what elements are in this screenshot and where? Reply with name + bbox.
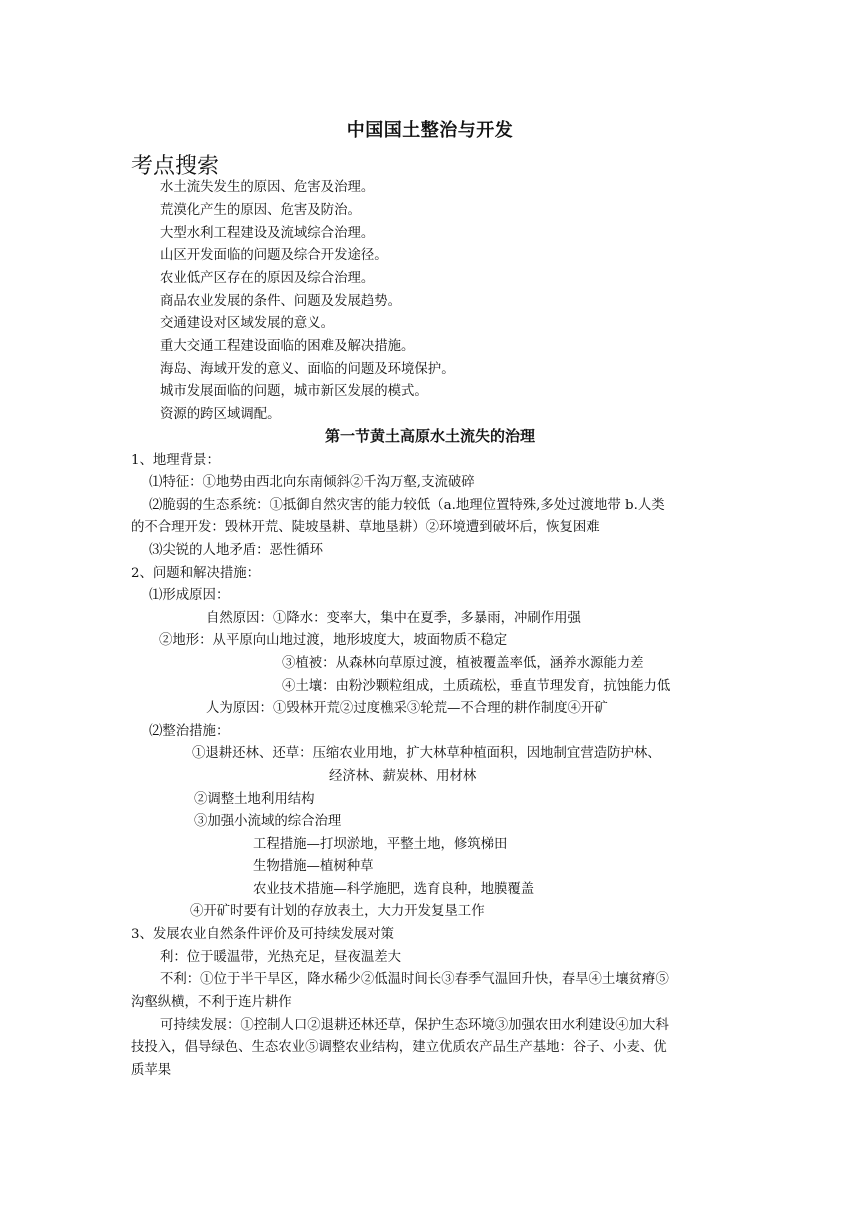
body-line: 人为原因：①毁林开荒②过度樵采③轮荒—不合理的耕作制度④开矿 — [206, 701, 608, 716]
body-line: 3、发展农业自然条件评价及可持续发展对策 — [131, 927, 394, 942]
body-line: 工程措施—打坝淤地，平整土地，修筑梯田 — [253, 837, 508, 852]
body-line: 质苹果 — [131, 1063, 172, 1078]
body-line: 可持续发展：①控制人口②退耕还林还草，保护生态环境③加强农田水利建设④加大科 — [160, 1018, 669, 1033]
body-line: ①退耕还林、还草：压缩农业用地，扩大林草种植面积，因地制宜营造防护林、 — [192, 746, 661, 761]
body-line: 技投入，倡导绿色、生态农业⑤调整农业结构，建立优质农产品生产基地：谷子、小麦、优 — [131, 1040, 667, 1055]
body-line: ③植被：从森林向草原过渡，植被覆盖率低，涵养水源能力差 — [282, 656, 644, 671]
body-line: ③加强小流域的综合治理 — [194, 814, 342, 829]
exam-point-item: 大型水利工程建设及流域综合治理。 — [160, 226, 375, 241]
exam-point-item: 农业低产区存在的原因及综合治理。 — [160, 271, 375, 286]
body-line: ②地形：从平原向山地过渡，地形坡度大，坡面物质不稳定 — [159, 633, 508, 648]
exam-point-item: 资源的跨区域调配。 — [160, 407, 281, 422]
body-line: ⑵整治措施： — [149, 724, 230, 739]
body-line: 2、问题和解决措施： — [131, 566, 261, 581]
body-line: 沟壑纵横，不利于连片耕作 — [131, 995, 292, 1010]
exam-point-item: 山区开发面临的问题及综合开发途径。 — [160, 248, 388, 263]
body-line: ⑴特征：①地势由西北向东南倾斜②千沟万壑,支流破碎 — [149, 475, 475, 490]
exam-point-item: 城市发展面临的问题，城市新区发展的模式。 — [160, 384, 428, 399]
body-line: 经济林、薪炭林、用材林 — [329, 769, 477, 784]
body-line: ②调整土地利用结构 — [194, 792, 315, 807]
exam-point-item: 海岛、海域开发的意义、面临的问题及环境保护。 — [160, 362, 455, 377]
body-line: ⑶尖锐的人地矛盾：恶性循环 — [149, 543, 324, 558]
body-line: 的不合理开发：毁林开荒、陡坡垦耕、草地垦耕）②环境遭到破坏后，恢复困难 — [131, 520, 600, 535]
body-line: ④开矿时要有计划的存放表土，大力开发复垦工作 — [190, 904, 485, 919]
body-line: 自然原因：①降水：变率大，集中在夏季，多暴雨，冲刷作用强 — [206, 611, 581, 626]
body-line: 农业技术措施—科学施肥，选育良种，地膜覆盖 — [253, 882, 535, 897]
body-line: ④土壤：由粉沙颗粒组成，土质疏松，垂直节理发育，抗蚀能力低 — [282, 679, 671, 694]
document-title: 中国国土整治与开发 — [346, 120, 514, 141]
body-line: ⑵脆弱的生态系统：①抵御自然灾害的能力较低（a.地理位置特殊,多处过渡地带 b.人类 — [149, 498, 665, 513]
body-line: 生物措施—植树种草 — [253, 859, 374, 874]
exam-points-heading: 考点搜索 — [131, 154, 220, 179]
exam-point-item: 水土流失发生的原因、危害及治理。 — [160, 180, 375, 195]
body-line: 利：位于暖温带，光热充足，昼夜温差大 — [160, 950, 402, 965]
body-line: 1、地理背景： — [131, 453, 220, 468]
exam-point-item: 荒漠化产生的原因、危害及防治。 — [160, 203, 361, 218]
exam-point-item: 交通建设对区域发展的意义。 — [160, 316, 335, 331]
exam-point-item: 商品农业发展的条件、问题及发展趋势。 — [160, 294, 402, 309]
exam-point-item: 重大交通工程建设面临的困难及解决措施。 — [160, 339, 415, 354]
body-line: ⑴形成原因： — [149, 588, 230, 603]
body-line: 不利：①位于半干旱区，降水稀少②低温时间长③春季气温回升快，春旱④土壤贫瘠⑤ — [160, 972, 669, 987]
section-heading: 第一节黄土高原水土流失的治理 — [324, 427, 535, 445]
